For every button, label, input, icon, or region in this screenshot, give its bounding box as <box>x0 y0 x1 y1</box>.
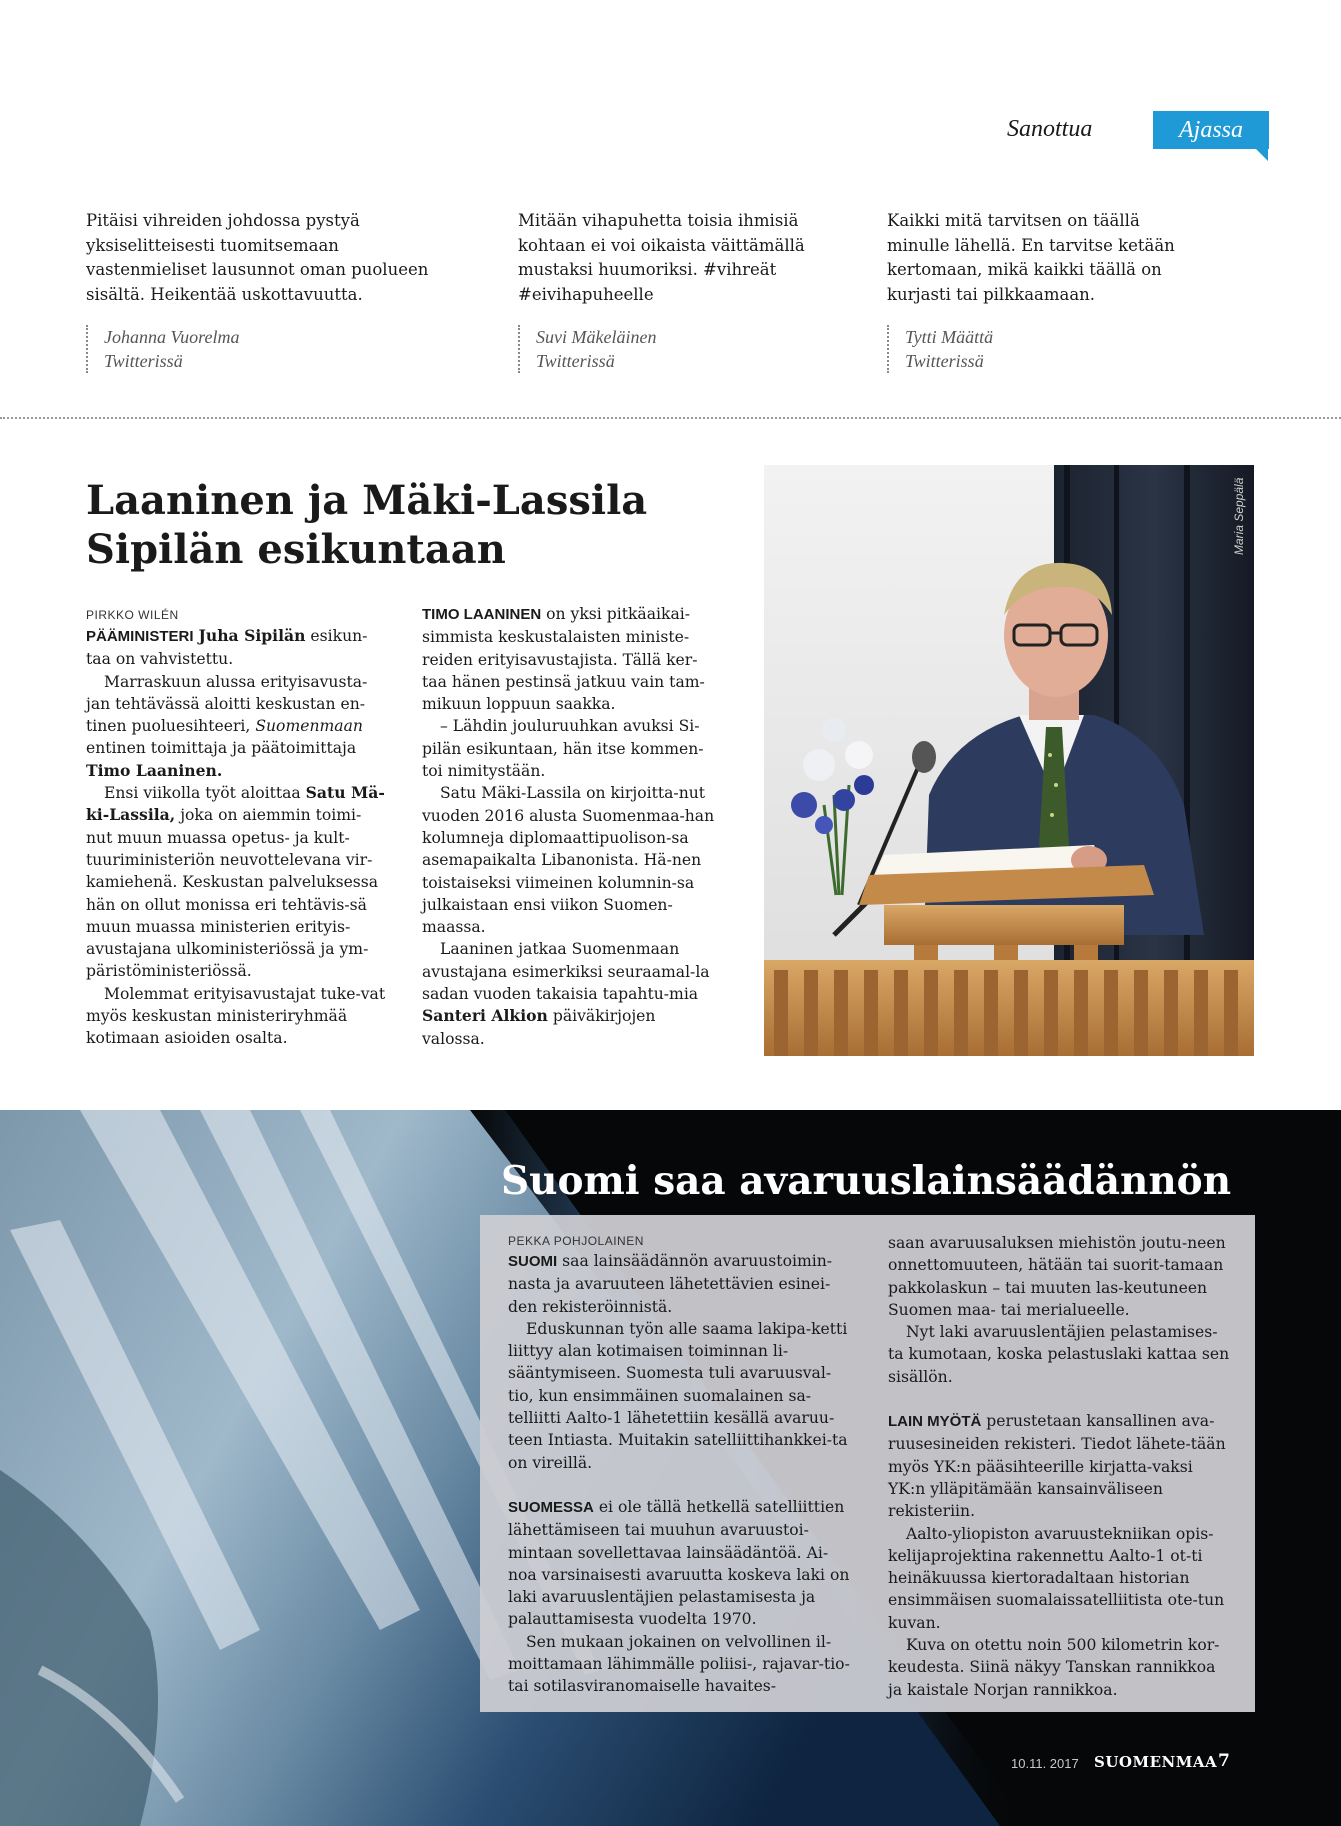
section-tab-ajassa: Ajassa <box>1153 111 1269 149</box>
article2-byline: PEKKA POHJOLAINEN <box>508 1234 644 1248</box>
paragraph <box>86 782 386 983</box>
quote-text-1: Pitäisi vihreiden johdossa pystyä yksiselitteisesti tuomitsemaan vastenmieliset lausunnot oman puolueen sisältä. Heikentää uskottavuutta. <box>86 211 429 304</box>
paragraph-text: esikun-taa on vahvistettu. <box>86 627 368 669</box>
paragraph: Sen mukaan jokainen on velvollinen il-moittamaan lähimmälle poliisi-, rajavar-tio- tai sotilasviranomaiselle havaites- <box>508 1632 850 1696</box>
quote-author-1: Johanna Vuorelma <box>104 327 240 347</box>
paragraph <box>508 1250 853 1318</box>
paragraph <box>422 603 722 715</box>
article-headline <box>86 476 706 574</box>
lead-in: PÄÄMINISTERI <box>86 628 194 645</box>
headline-line-2: Sipilän esikuntaan <box>86 526 506 573</box>
article-column-1 <box>86 625 386 1050</box>
paragraph-text: saa lainsäädännön avaruustoimin-nasta ja avaruuteen lähetettävien esinei-den rekisteröinnistä. <box>508 1252 833 1316</box>
paragraph: Satu Mäki-Lassila on kirjoitta-nut vuoden 2016 alusta Suomenmaa-han kolumneja diplomaattipuolison-sa asemapaikalta Libanonista. Hä-nen toistaiseksi viimeinen kolumnin-sa julkaistaan ensi viikon Suomen-maassa. <box>422 784 715 937</box>
article-byline: PIRKKO WILÉN <box>86 608 179 622</box>
paragraph-text: perustetaan kansallinen ava-ruusesineiden rekisteri. Tiedot lähete-tään myös YK:n pääsihteerille kirjatta-vaksi YK:n ylläpitämään kansainväliseen rekisteriin. <box>888 1412 1226 1521</box>
paragraph-text: joka on aiemmin toimi-nut muun muassa opetus- ja kult-tuuriministeriön neuvottelevana vir-kamiehenä. Keskustan palveluksessa hän on ollut monissa eri tehtävis-sä muun muassa ministerien erityis-avustajana ulkoministeriössä ja ym-päristöministeriössä. <box>86 806 379 981</box>
quote-text-3: Kaikki mitä tarvitsen on täällä minulle lähellä. En tarvitse ketään kertomaan, mikä kaikki täällä on kurjasti tai pilkkaamaan. <box>887 211 1175 304</box>
lead-in: TIMO LAANINEN <box>422 606 542 623</box>
quote-attribution-3 <box>887 325 993 373</box>
section-label-sanottua: Sanottua <box>1007 116 1093 142</box>
paragraph <box>422 938 722 1049</box>
issue-date: 10.11. 2017 <box>1011 1756 1079 1771</box>
article2-column-1 <box>508 1250 853 1698</box>
bold-name: Juha Sipilän <box>198 626 306 645</box>
paragraph: Nyt laki avaruuslentäjien pelastamises-ta kumotaan, koska pelastuslaki kattaa sen sisällön. <box>888 1323 1230 1386</box>
paragraph <box>508 1496 853 1631</box>
page-number: 7 <box>1218 1751 1230 1771</box>
bold-name: Satu Mä-ki-Lassila, <box>86 783 385 825</box>
quote-source-1: Twitterissä <box>104 351 183 371</box>
article2-column-2 <box>888 1232 1233 1701</box>
quote-text-2: Mitään vihapuhetta toisia ihmisiä kohtaan ei voi oikaista väittämällä mustaksi huumoriksi. #vihreät #eivihapuheelle <box>518 211 805 304</box>
quote-attribution-2 <box>518 325 656 373</box>
headline-line-1: Laaninen ja Mäki-Lassila <box>86 477 648 524</box>
paragraph: Molemmat erityisavustajat tuke-vat myös keskustan ministeriryhmää kotimaan asioiden osalta. <box>86 984 386 1048</box>
paragraph-text: Marraskuun alussa erityisavusta-jan tehtävässä aloitti keskustan en-tinen puoluesihteeri, <box>86 672 368 736</box>
paragraph <box>86 625 386 671</box>
article2-headline: Suomi saa avaruuslainsäädännön <box>501 1158 1232 1204</box>
bold-name: Santeri Alkion <box>422 1006 548 1026</box>
article2-text-box <box>480 1215 1255 1712</box>
quote-source-3: Twitterissä <box>905 351 984 371</box>
quote-author-3: Tytti Määttä <box>905 327 994 347</box>
quote-source-2: Twitterissä <box>536 351 615 371</box>
speaker-photo-illustration <box>764 465 1254 1056</box>
paragraph: Kuva on otettu noin 500 kilometrin kor-keudesta. Siinä näkyy Tanskan rannikkoa ja kaistale Norjan rannikkoa. <box>888 1636 1220 1699</box>
tab-corner-decoration <box>1256 149 1268 161</box>
speaker-photo <box>764 465 1254 1056</box>
magazine-name: SUOMENMAA <box>1094 1753 1218 1771</box>
article-column-2 <box>422 603 722 1050</box>
section-divider <box>0 417 1341 419</box>
paragraph-text: Laaninen jatkaa Suomenmaan avustajana esimerkiksi seuraamal-la sadan vuoden takaisia tapahtu-mia <box>422 940 710 1004</box>
paragraph: Aalto-yliopiston avaruustekniikan opis-kelijaprojektina rakennettu Aalto-1 ot-ti heinäkuussa kiertoradaltaan historian ensimmäisen suomalaissatelliitista ote-tun kuvan. <box>888 1524 1225 1632</box>
paragraph: saan avaruusaluksen miehistön joutu-neen onnettomuuteen, hätään tai suorit-tamaan pakkolaskun – tai muuten las-keutuneen Suomen maa- tai merialueelle. <box>888 1234 1226 1319</box>
paragraph-text: Ensi viikolla työt aloittaa <box>104 784 301 803</box>
lead-in: SUOMI <box>508 1253 558 1270</box>
italic-name: Suomenmaan <box>255 717 363 736</box>
paragraph-spacer <box>508 1474 853 1496</box>
paragraph <box>86 671 386 782</box>
lead-in: SUOMESSA <box>508 1498 594 1516</box>
photo-credit: Maria Seppälä <box>1232 477 1246 555</box>
paragraph: Eduskunnan työn alle saama lakipa-ketti liittyy alan kotimaisen toiminnan li-sääntymiseen. Suomesta tuli avaruusval-tio, kun ensimmäinen suomalainen sa-telliitti Aalto-1 lähetettiin kesällä avaruu-teen Intiasta. Muitakin satelliittihankkei-ta on vireillä. <box>508 1319 848 1472</box>
paragraph-text: on yksi pitkäaikai-simmista keskustalaisten ministe-reiden erityisavustajista. Tällä ker-taa hänen pestinsä jatkuu vain tam-mikuun loppuun saakka. <box>422 605 705 714</box>
paragraph-text: entinen toimittaja ja päätoimittaja <box>86 739 357 758</box>
paragraph-text: ei ole tällä hetkellä satelliittien lähettämiseen tai muuhun avaruustoi-mintaan sovellettavaa lainsäädäntöä. Ai-noa varsinaisesti avaruutta koskeva laki on laki avaruuslentäjien pelastamisesta ja palauttamisesta vuodelta 1970. <box>508 1497 850 1629</box>
paragraph: – Lähdin jouluruuhkan avuksi Si-pilän esikuntaan, hän itse kommen-toi nimitystään. <box>422 717 704 781</box>
quote-attribution-1 <box>86 325 239 373</box>
paragraph-text: päiväkirjojen valossa. <box>422 1007 656 1048</box>
quote-author-2: Suvi Mäkeläinen <box>536 327 657 347</box>
paragraph-spacer <box>888 1388 1233 1410</box>
lead-in: LAIN MYÖTÄ <box>888 1413 982 1431</box>
bold-name: Timo Laaninen. <box>86 760 223 780</box>
paragraph <box>888 1410 1233 1522</box>
